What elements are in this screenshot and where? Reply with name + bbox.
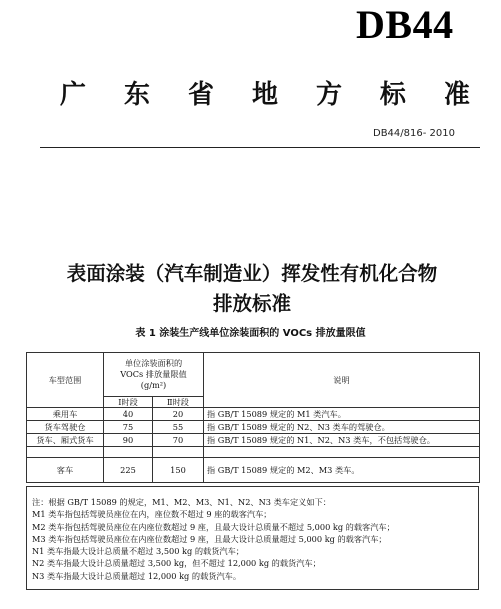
heading-char: 广 bbox=[60, 80, 87, 110]
standard-code-mark: DB44 bbox=[356, 2, 454, 47]
header-period-2: Ⅱ时段 bbox=[153, 397, 204, 408]
cell-period-2: 20 bbox=[153, 408, 204, 421]
cell-description: 指 GB/T 15089 规定的 M1 类汽车。 bbox=[204, 408, 480, 421]
table-row bbox=[27, 421, 480, 434]
note-line: 注：根据 GB/T 15089 的规定，M1、M2、M3、N1、N2、N3 类车定义如下： bbox=[32, 497, 331, 507]
header-vehicle-range: 车型范围 bbox=[27, 353, 104, 408]
header-limit bbox=[104, 353, 204, 397]
cell-period-1: 90 bbox=[104, 434, 153, 447]
standard-category-heading bbox=[60, 78, 470, 112]
cell-vehicle: 乘用车 bbox=[27, 408, 104, 421]
note-line: N1 类车指最大设计总质量不超过 3,500 kg 的载货汽车； bbox=[32, 546, 244, 557]
voc-limits-table bbox=[26, 352, 480, 483]
heading-char: 准 bbox=[443, 80, 470, 110]
standard-number: DB44/816- 2010 bbox=[373, 128, 455, 139]
heading-char: 东 bbox=[123, 80, 150, 110]
cell-period-1: 225 bbox=[104, 458, 153, 483]
header-limit-line1: 单位涂装面积的 bbox=[124, 358, 183, 368]
heading-char: 省 bbox=[187, 80, 214, 110]
note-line: M1 类车指包括驾驶员座位在内，座位数不超过 9 座的载客汽车； bbox=[32, 509, 272, 520]
note-line: N2 类车指最大设计总质量超过 3,500 kg，但不超过 12,000 kg 的载货汽车； bbox=[32, 558, 321, 569]
cell-vehicle: 货车驾驶仓 bbox=[27, 421, 104, 434]
heading-char: 地 bbox=[251, 80, 278, 110]
document-title-line1: 表面涂装（汽车制造业）挥发性有机化合物 bbox=[66, 262, 438, 285]
cell-description: 指 GB/T 15089 规定的 N2、N3 类车的驾驶仓。 bbox=[204, 421, 480, 434]
note-line: M2 类车指包括驾驶员座位在内座位数超过 9 座，且最大设计总质量不超过 5,000 kg 的载客汽车； bbox=[32, 521, 395, 532]
table-row bbox=[27, 434, 480, 447]
cell-period-2: 55 bbox=[153, 421, 204, 434]
note-line: M3 类车指包括驾驶员座位在内座位数超过 9 座，且最大设计总质量超过 5,000 kg 的载客汽车； bbox=[32, 533, 387, 544]
header-limit-unit: (g/m²) bbox=[140, 380, 167, 390]
heading-char: 标 bbox=[379, 80, 406, 110]
table-spacer-row bbox=[27, 447, 480, 458]
table-caption: 表 1 涂装生产线单位涂装面积的 VOCs 排放量限值 bbox=[135, 328, 366, 339]
cell-period-2: 150 bbox=[153, 458, 204, 483]
table-header-row bbox=[27, 353, 480, 397]
header-divider bbox=[40, 147, 480, 148]
header-limit-line2: VOCs 排放量限值 bbox=[120, 369, 187, 379]
note-line: N3 类车指最大设计总质量超过 12,000 kg 的载货汽车。 bbox=[32, 570, 242, 581]
cell-description: 指 GB/T 15089 规定的 N1、N2、N3 类车，不包括驾驶仓。 bbox=[204, 434, 480, 447]
table-row bbox=[27, 458, 480, 483]
cell-period-1: 40 bbox=[104, 408, 153, 421]
cell-vehicle: 客车 bbox=[27, 458, 104, 483]
cell-period-2: 70 bbox=[153, 434, 204, 447]
cell-description: 指 GB/T 15089 规定的 M2、M3 类车。 bbox=[204, 458, 480, 483]
document-title-line2: 排放标准 bbox=[212, 292, 291, 315]
cell-vehicle: 货车、厢式货车 bbox=[27, 434, 104, 447]
heading-char: 方 bbox=[315, 80, 342, 110]
table-notes bbox=[26, 486, 479, 590]
header-description: 说明 bbox=[204, 353, 480, 408]
header-period-1: Ⅰ时段 bbox=[104, 397, 153, 408]
table-row bbox=[27, 408, 480, 421]
cell-period-1: 75 bbox=[104, 421, 153, 434]
